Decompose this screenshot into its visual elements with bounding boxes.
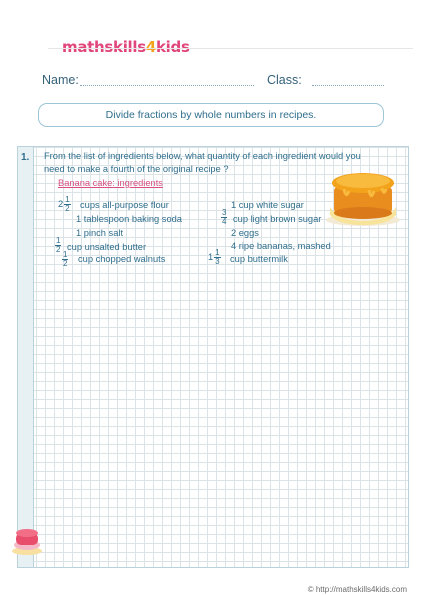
brown-sugar-denominator: 4 xyxy=(222,217,227,226)
sheet-margin xyxy=(18,147,34,567)
question-number: 1. xyxy=(21,152,30,163)
name-field[interactable] xyxy=(80,85,254,86)
buttermilk-denominator: 3 xyxy=(215,257,220,266)
cake-illustration xyxy=(324,165,402,227)
buttermilk-numerator: 1 xyxy=(215,248,220,257)
eggs-text: 2 eggs xyxy=(231,228,259,238)
buttermilk-whole: 1 xyxy=(208,251,214,262)
flour-text: cups all-purpose flour xyxy=(80,200,169,210)
flour-denominator: 2 xyxy=(65,204,70,213)
brown-sugar-numerator: 3 xyxy=(222,208,227,217)
ingredients-subtitle: Banana cake: ingredients xyxy=(58,178,163,188)
butter-text: cup unsalted butter xyxy=(67,242,147,252)
flour-numerator: 1 xyxy=(65,195,70,204)
flour-fraction xyxy=(58,196,71,213)
white-sugar-text: 1 cup white sugar xyxy=(231,200,304,210)
question-text-line1: From the list of ingredients below, what quantity of each ingredient would you xyxy=(44,151,361,161)
class-field[interactable] xyxy=(312,85,384,86)
flour-whole: 2 xyxy=(58,198,64,209)
butter-numerator: 1 xyxy=(56,236,61,245)
butter-denominator: 2 xyxy=(56,245,61,254)
worksheet-title: Divide fractions by whole numbers in recipes. xyxy=(38,103,384,127)
bananas-text: 4 ripe bananas, mashed xyxy=(231,241,331,251)
brown-sugar-text: cup light brown sugar xyxy=(233,214,322,224)
name-label: Name: xyxy=(42,73,79,87)
site-logo xyxy=(62,38,190,56)
walnuts-denominator: 2 xyxy=(63,259,68,268)
baking-soda-text: 1 tablespoon baking soda xyxy=(76,214,182,224)
footer-url: © http://mathskills4kids.com xyxy=(307,585,407,594)
class-label: Class: xyxy=(267,73,302,87)
salt-text: 1 pinch salt xyxy=(76,228,124,238)
brown-sugar-fraction xyxy=(221,209,227,226)
logo-text-part1: mathskills xyxy=(62,38,146,56)
header-divider xyxy=(48,48,413,49)
walnuts-numerator: 1 xyxy=(63,250,68,259)
logo-text-part2: 4 xyxy=(145,38,156,56)
walnuts-fraction xyxy=(62,251,68,268)
buttermilk-fraction xyxy=(208,249,221,266)
question-text-line2: need to make a fourth of the original recipe ? xyxy=(44,164,229,174)
dessert-decoration-icon xyxy=(10,527,44,555)
walnuts-text: cup chopped walnuts xyxy=(78,254,166,264)
buttermilk-text: cup buttermilk xyxy=(230,254,288,264)
logo-text-part3: kids xyxy=(156,38,190,56)
butter-fraction xyxy=(55,237,61,254)
